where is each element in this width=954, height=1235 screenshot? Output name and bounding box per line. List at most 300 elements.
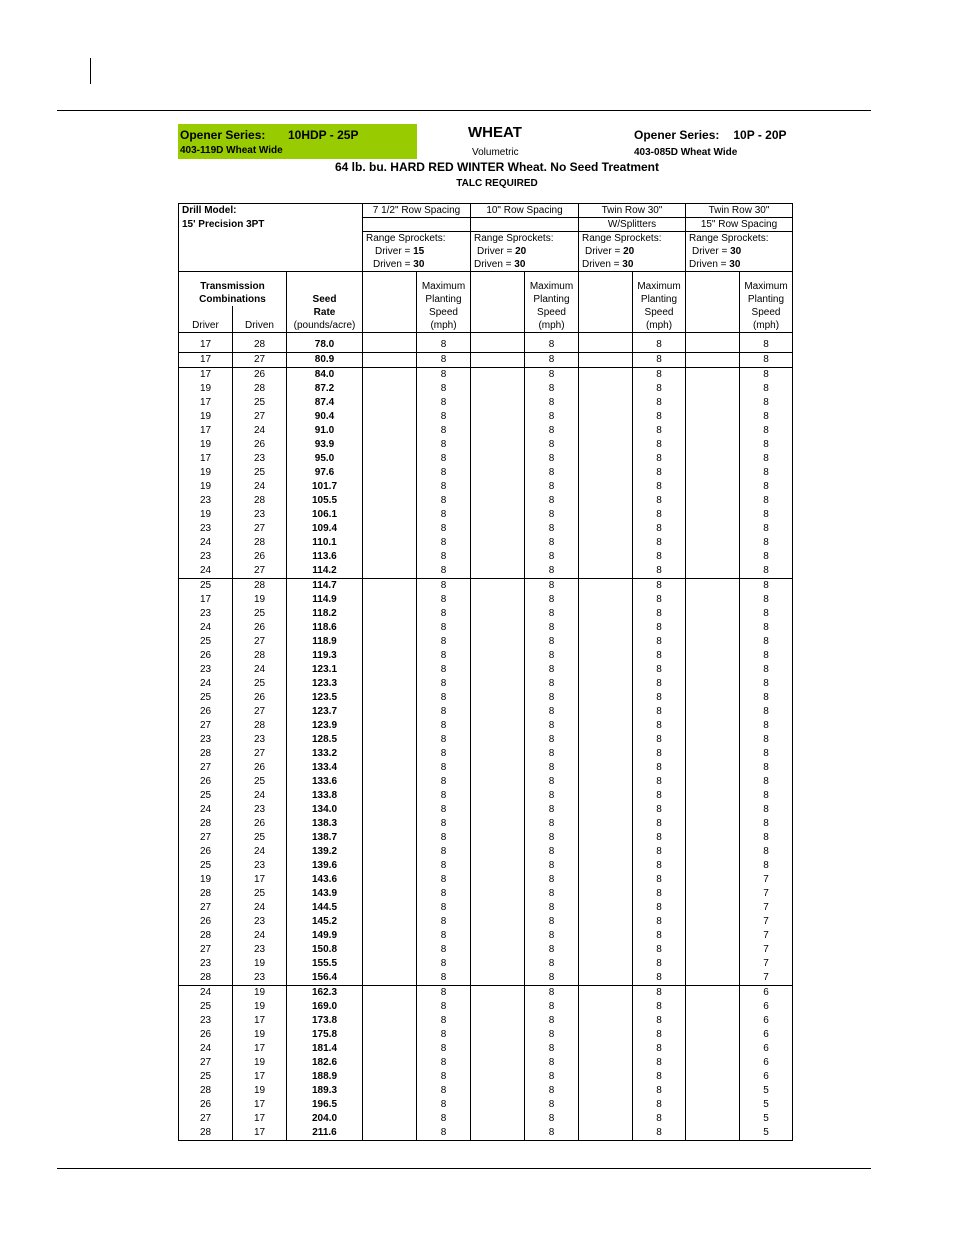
footer-rule [57, 1168, 871, 1169]
speed-cell: 8 [633, 789, 686, 803]
blank-cell [363, 410, 417, 424]
speed-cell: 7 [740, 873, 793, 887]
table-row [179, 663, 793, 677]
blank-cell [471, 649, 525, 663]
blank-cell [579, 677, 633, 691]
blank-cell [471, 1112, 525, 1126]
blank-cell [686, 929, 740, 943]
speed-cell: 8 [525, 817, 579, 831]
seed-rate-cell: 87.2 [287, 382, 363, 396]
blank-cell [471, 775, 525, 789]
blank-cell [686, 873, 740, 887]
speed-cell: 8 [525, 691, 579, 705]
table-row [179, 1098, 793, 1112]
speed-cell: 7 [740, 929, 793, 943]
speed-cell: 8 [417, 929, 471, 943]
blank-cell [686, 789, 740, 803]
speed-cell: 8 [525, 733, 579, 747]
driven-cell: 26 [233, 550, 287, 564]
blank-cell [579, 536, 633, 550]
speed-cell: 8 [633, 733, 686, 747]
speed-cell: 8 [525, 719, 579, 733]
speed-cell: 8 [633, 396, 686, 410]
driver-cell: 19 [179, 410, 233, 424]
speed-cell: 8 [633, 353, 686, 368]
speed-cell: 8 [417, 1028, 471, 1042]
blank-cell [363, 817, 417, 831]
driver-cell: 27 [179, 943, 233, 957]
blank-cell [363, 677, 417, 691]
blank-cell [471, 733, 525, 747]
blank-cell [686, 943, 740, 957]
blank-cell [686, 494, 740, 508]
blank-cell [579, 1056, 633, 1070]
driven-cell: 25 [233, 775, 287, 789]
speed-cell: 8 [525, 480, 579, 494]
blank-cell [363, 747, 417, 761]
blank-cell [579, 957, 633, 971]
blank-cell [363, 831, 417, 845]
driven-cell: 28 [233, 382, 287, 396]
spacing-subheader: W/Splitters [579, 218, 686, 232]
blank-cell [363, 887, 417, 901]
blank-cell [363, 761, 417, 775]
speed-cell: 8 [417, 438, 471, 452]
blank-cell [579, 1028, 633, 1042]
speed-cell: 8 [633, 1126, 686, 1141]
driven-cell: 17 [233, 1070, 287, 1084]
speed-cell: 8 [740, 691, 793, 705]
speed-cell: 8 [740, 494, 793, 508]
blank-cell [471, 424, 525, 438]
driver-cell: 23 [179, 663, 233, 677]
driver-cell: 26 [179, 1028, 233, 1042]
table-row [179, 353, 793, 368]
seed-rate-cell: 123.3 [287, 677, 363, 691]
seed-rate-cell: 114.7 [287, 579, 363, 594]
blank-cell [363, 1028, 417, 1042]
speed-cell: 8 [417, 887, 471, 901]
speed-cell: 8 [740, 338, 793, 353]
seed-rate-cell: 138.3 [287, 817, 363, 831]
driver-cell: 27 [179, 1112, 233, 1126]
driven-column-header: Driven [233, 319, 287, 333]
speed-cell: 8 [633, 929, 686, 943]
table-row [179, 677, 793, 691]
table-row [179, 396, 793, 410]
driven-cell: 17 [233, 1014, 287, 1028]
speed-cell: 8 [417, 382, 471, 396]
driver-cell: 25 [179, 579, 233, 594]
blank-cell [686, 382, 740, 396]
table-row [179, 915, 793, 929]
seed-rate-cell: 175.8 [287, 1028, 363, 1042]
speed-cell: 8 [417, 550, 471, 564]
blank-cell [579, 382, 633, 396]
speed-cell: 8 [417, 1084, 471, 1098]
speed-cell: 8 [417, 831, 471, 845]
driver-cell: 28 [179, 747, 233, 761]
speed-cell: 8 [417, 859, 471, 873]
blank-cell [471, 452, 525, 466]
blank-cell [579, 338, 633, 353]
speed-cell: 8 [740, 564, 793, 579]
blank-cell [471, 536, 525, 550]
blank-cell [686, 761, 740, 775]
blank-cell [363, 368, 417, 383]
speed-cell: 8 [417, 353, 471, 368]
driven-cell: 28 [233, 536, 287, 550]
blank-cell [471, 410, 525, 424]
driven-cell: 19 [233, 593, 287, 607]
speed-cell: 8 [740, 593, 793, 607]
blank-cell [579, 621, 633, 635]
speed-cell: 7 [740, 943, 793, 957]
blank-cell [471, 550, 525, 564]
speed-cell: 8 [525, 536, 579, 550]
speed-cell: 8 [633, 915, 686, 929]
speed-cell: 8 [525, 338, 579, 353]
speed-cell: 8 [525, 508, 579, 522]
blank-cell [363, 845, 417, 859]
speed-cell: 8 [633, 438, 686, 452]
blank-cell [686, 410, 740, 424]
range-sprockets-label: Range Sprockets: [471, 232, 579, 246]
blank-cell [579, 424, 633, 438]
speed-cell: 8 [525, 579, 579, 594]
blank-cell [686, 775, 740, 789]
speed-cell: 8 [633, 466, 686, 480]
blank-cell [471, 1028, 525, 1042]
speed-cell: 6 [740, 1000, 793, 1014]
speed-cell: 8 [525, 761, 579, 775]
driven-cell: 24 [233, 845, 287, 859]
table-row [179, 845, 793, 859]
speed-cell: 8 [633, 873, 686, 887]
speed-cell: 8 [525, 887, 579, 901]
driver-cell: 19 [179, 873, 233, 887]
blank-cell [579, 1126, 633, 1141]
blank-cell [579, 438, 633, 452]
speed-cell: 8 [417, 1000, 471, 1014]
seed-rate-cell: 189.3 [287, 1084, 363, 1098]
seed-rate-cell: 169.0 [287, 1000, 363, 1014]
driver-cell: 28 [179, 971, 233, 986]
driven-cell: 23 [233, 859, 287, 873]
table-row [179, 733, 793, 747]
speed-cell: 8 [525, 649, 579, 663]
blank-cell [686, 649, 740, 663]
driver-cell: 24 [179, 677, 233, 691]
driven-cell: 25 [233, 831, 287, 845]
blank-cell [471, 1056, 525, 1070]
blank-cell [686, 677, 740, 691]
table-row [179, 1028, 793, 1042]
blank-cell [363, 452, 417, 466]
blank-cell [579, 579, 633, 594]
blank-cell [579, 593, 633, 607]
spacing-header: 10" Row Spacing [471, 204, 579, 218]
speed-cell: 8 [740, 607, 793, 621]
speed-cell: 8 [740, 480, 793, 494]
speed-cell: 8 [633, 564, 686, 579]
blank-cell [471, 564, 525, 579]
speed-cell: 8 [633, 691, 686, 705]
driven-cell: 26 [233, 438, 287, 452]
blank-cell [471, 635, 525, 649]
speed-cell: 8 [417, 368, 471, 383]
blank-cell [579, 607, 633, 621]
blank-cell [579, 761, 633, 775]
blank-cell [686, 452, 740, 466]
blank-cell [686, 579, 740, 594]
blank-cell [579, 901, 633, 915]
blank-cell [363, 353, 417, 368]
speed-cell: 8 [525, 424, 579, 438]
blank-cell [471, 494, 525, 508]
speed-cell: 8 [525, 1042, 579, 1056]
blank-cell [363, 1000, 417, 1014]
right-series [634, 129, 787, 142]
seed-rate-rows [179, 338, 793, 1141]
blank-cell [686, 536, 740, 550]
speed-cell: 8 [740, 747, 793, 761]
speed-cell: 8 [740, 817, 793, 831]
speed-cell: 8 [525, 1098, 579, 1112]
speed-cell: 8 [417, 803, 471, 817]
blank-cell [686, 1014, 740, 1028]
blank-cell [686, 1042, 740, 1056]
speed-cell: 8 [525, 943, 579, 957]
speed-cell: 8 [417, 466, 471, 480]
blank-cell [579, 466, 633, 480]
blank-cell [579, 943, 633, 957]
driven-cell: 17 [233, 873, 287, 887]
speed-cell: 8 [633, 1112, 686, 1126]
speed-cell: 8 [633, 677, 686, 691]
speed-cell: 8 [740, 550, 793, 564]
speed-cell: 8 [525, 593, 579, 607]
seed-rate-cell: 118.2 [287, 607, 363, 621]
seed-rate-cell: 133.4 [287, 761, 363, 775]
blank-cell [579, 649, 633, 663]
speed-cell: 8 [633, 943, 686, 957]
speed-cell: 8 [740, 845, 793, 859]
transmission-header: Transmission [179, 280, 287, 293]
speed-cell: 7 [740, 915, 793, 929]
blank-cell [363, 733, 417, 747]
driven-cell: 26 [233, 368, 287, 383]
driver-cell: 23 [179, 522, 233, 536]
driven-cell: 26 [233, 691, 287, 705]
opener-series-highlight [178, 124, 417, 159]
driven-cell: 27 [233, 705, 287, 719]
driven-cell: 28 [233, 719, 287, 733]
driven-cell: 24 [233, 663, 287, 677]
blank-cell [471, 663, 525, 677]
blank-cell [579, 817, 633, 831]
speed-cell: 8 [417, 396, 471, 410]
speed-cell: 8 [417, 508, 471, 522]
blank-cell [471, 901, 525, 915]
range-driven: Driven = 30 [686, 258, 793, 272]
speed-cell: 8 [417, 691, 471, 705]
speed-cell: 8 [633, 452, 686, 466]
seed-rate-cell: 133.6 [287, 775, 363, 789]
driven-cell: 23 [233, 915, 287, 929]
driver-cell: 19 [179, 438, 233, 452]
speed-cell: 8 [417, 705, 471, 719]
blank-cell [363, 536, 417, 550]
range-driven: Driven = 30 [363, 258, 471, 272]
speed-cell: 8 [417, 522, 471, 536]
blank-cell [579, 635, 633, 649]
speed-cell: 8 [417, 663, 471, 677]
seed-rate-header: Seed [287, 293, 363, 306]
max-speed-header: Maximum [525, 280, 579, 293]
blank-cell [686, 957, 740, 971]
blank-cell [363, 1098, 417, 1112]
blank-cell [579, 480, 633, 494]
page-margin-mark [90, 58, 91, 84]
speed-cell: 8 [417, 1070, 471, 1084]
blank-cell [686, 971, 740, 986]
table-row [179, 761, 793, 775]
blank-cell [579, 831, 633, 845]
seed-rate-cell: 145.2 [287, 915, 363, 929]
blank-cell [363, 649, 417, 663]
drill-model-label: Drill Model: [179, 204, 363, 218]
seed-rate-cell: 123.5 [287, 691, 363, 705]
blank-cell [686, 621, 740, 635]
range-driver: Driver = 15 [363, 245, 471, 258]
speed-cell: 8 [525, 986, 579, 1001]
speed-cell: 8 [417, 901, 471, 915]
spacing-header: Twin Row 30" [579, 204, 686, 218]
speed-cell: 8 [525, 452, 579, 466]
speed-cell: 5 [740, 1126, 793, 1141]
blank-cell [471, 382, 525, 396]
table-row [179, 1112, 793, 1126]
speed-cell: 8 [740, 859, 793, 873]
speed-cell: 8 [525, 621, 579, 635]
blank-cell [579, 410, 633, 424]
speed-cell: 8 [525, 915, 579, 929]
spacing-subheader: 15" Row Spacing [686, 218, 793, 232]
driven-cell: 28 [233, 649, 287, 663]
speed-cell: 8 [633, 901, 686, 915]
blank-cell [686, 705, 740, 719]
blank-cell [471, 1098, 525, 1112]
driven-cell: 23 [233, 452, 287, 466]
blank-cell [363, 424, 417, 438]
driven-cell: 17 [233, 1042, 287, 1056]
blank-cell [363, 1042, 417, 1056]
seed-rate-cell: 133.2 [287, 747, 363, 761]
blank-cell [579, 775, 633, 789]
speed-cell: 8 [525, 368, 579, 383]
seed-rate-cell: 196.5 [287, 1098, 363, 1112]
speed-cell: 8 [633, 761, 686, 775]
driven-cell: 23 [233, 943, 287, 957]
blank-cell [363, 508, 417, 522]
blank-cell [686, 1028, 740, 1042]
seed-rate-cell: 105.5 [287, 494, 363, 508]
speed-cell: 8 [525, 901, 579, 915]
speed-cell: 8 [417, 410, 471, 424]
blank-cell [471, 929, 525, 943]
blank-cell [579, 508, 633, 522]
speed-cell: 8 [417, 338, 471, 353]
table-row [179, 859, 793, 873]
driver-cell: 24 [179, 1042, 233, 1056]
table-row [179, 971, 793, 986]
seed-rate-cell: 162.3 [287, 986, 363, 1001]
speed-cell: 8 [633, 338, 686, 353]
table-row [179, 536, 793, 550]
speed-cell: 8 [417, 733, 471, 747]
left-series-value: 10HDP - 25P [288, 128, 359, 142]
table-row [179, 593, 793, 607]
blank-cell [686, 480, 740, 494]
speed-cell: 8 [633, 649, 686, 663]
blank-cell [579, 1014, 633, 1028]
blank-cell [579, 663, 633, 677]
seed-rate-cell: 114.2 [287, 564, 363, 579]
speed-cell: 8 [525, 466, 579, 480]
blank-cell [363, 1126, 417, 1141]
blank-cell [579, 887, 633, 901]
blank-cell [363, 957, 417, 971]
driver-cell: 26 [179, 775, 233, 789]
speed-cell: 8 [417, 986, 471, 1001]
driver-cell: 28 [179, 887, 233, 901]
seed-rate-cell: 123.7 [287, 705, 363, 719]
blank-cell [686, 635, 740, 649]
blank-cell [363, 775, 417, 789]
blank-cell [686, 1000, 740, 1014]
speed-cell: 8 [417, 719, 471, 733]
blank-cell [363, 859, 417, 873]
blank-cell [579, 1070, 633, 1084]
blank-cell [471, 621, 525, 635]
speed-cell: 8 [525, 775, 579, 789]
driven-cell: 27 [233, 564, 287, 579]
seed-rate-cell: 118.9 [287, 635, 363, 649]
speed-cell: 8 [740, 761, 793, 775]
blank-cell [579, 550, 633, 564]
seed-rate-cell: 97.6 [287, 466, 363, 480]
blank-cell [363, 943, 417, 957]
table-row [179, 649, 793, 663]
speed-cell: 8 [740, 424, 793, 438]
table-row [179, 1042, 793, 1056]
driver-cell: 28 [179, 929, 233, 943]
driven-cell: 17 [233, 1126, 287, 1141]
driven-cell: 27 [233, 353, 287, 368]
seed-rate-cell: 182.6 [287, 1056, 363, 1070]
blank-cell [363, 691, 417, 705]
driven-cell: 28 [233, 338, 287, 353]
seed-rate-cell: 133.8 [287, 789, 363, 803]
speed-cell: 8 [525, 705, 579, 719]
driver-cell: 25 [179, 1070, 233, 1084]
blank-cell [579, 719, 633, 733]
speed-cell: 8 [633, 522, 686, 536]
blank-cell [686, 1098, 740, 1112]
blank-cell [471, 466, 525, 480]
blank-cell [471, 579, 525, 594]
